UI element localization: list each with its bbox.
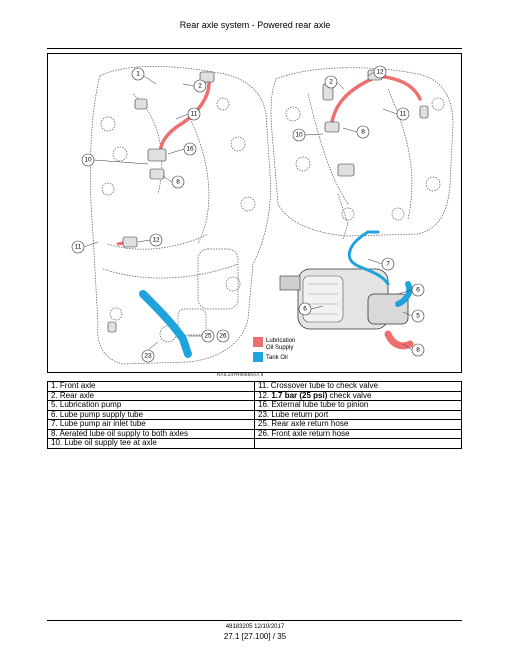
table-cell: 10. Lube oil supply tee at axle xyxy=(48,439,255,449)
callout-label: 8 xyxy=(416,346,420,354)
table-row xyxy=(48,382,462,392)
table-cell: 11. Crossover tube to check valve xyxy=(255,382,462,392)
callout-label: 12 xyxy=(152,236,160,244)
item-number: 12. xyxy=(258,390,272,400)
table-cell: 2. Rear axle xyxy=(48,391,255,401)
callout-label: 23 xyxy=(144,352,152,360)
right-axle-housing xyxy=(271,68,453,239)
callout-label: 16 xyxy=(186,145,194,153)
lubrication-label: Oil Supply xyxy=(266,345,294,351)
table-row xyxy=(48,401,462,411)
callout-label: 6 xyxy=(303,305,307,313)
footer-page-number: 27.1 [27.100] / 35 xyxy=(223,632,287,641)
item-text: check valve xyxy=(327,390,372,400)
callout-label: 11 xyxy=(74,243,82,251)
parts-table xyxy=(47,381,462,449)
table-cell: 16. External lube tube to pinion xyxy=(255,401,462,411)
callout-label: 10 xyxy=(295,131,303,139)
table-row xyxy=(48,439,462,449)
callout-label: 25 xyxy=(204,332,212,340)
callout-label: 11 xyxy=(190,110,198,118)
footer-doc-id: 48183205 12/10/2017 xyxy=(225,624,285,630)
page-title: Rear axle system - Powered rear axle xyxy=(179,20,331,30)
callout-label: 2 xyxy=(329,78,333,86)
figure-reference: RAIL14TR00650AA 5 xyxy=(217,372,264,377)
callout-label: 1 xyxy=(136,70,140,78)
callout-label: 8 xyxy=(361,128,365,136)
table-cell: 5. Lubrication pump xyxy=(48,401,255,411)
callout-label: 5 xyxy=(416,312,420,320)
table-cell: 25. Rear axle return hose xyxy=(255,420,462,430)
lubrication-pump xyxy=(280,269,408,329)
lubrication-label: Lubrication xyxy=(266,338,296,344)
lubrication-swatch xyxy=(253,337,263,347)
table-cell: 26. Front axle return hose xyxy=(255,429,462,439)
table-cell xyxy=(255,439,462,449)
header-rule xyxy=(47,48,462,49)
callout-label: 11 xyxy=(399,110,407,118)
callout-label: 8 xyxy=(176,178,180,186)
left-axle-housing xyxy=(90,66,270,364)
table-cell: 6. Lube pump supply tube xyxy=(48,410,255,420)
rear-axle-diagram xyxy=(48,54,463,374)
figure xyxy=(47,53,462,373)
tank-oil-label: Tank Oil xyxy=(266,355,288,361)
tank-oil-swatch xyxy=(253,352,263,362)
table-row xyxy=(48,420,462,430)
table-cell: 8. Aerated lube oil supply to both axles xyxy=(48,429,255,439)
callout-label: 6 xyxy=(416,286,420,294)
callout-label: 10 xyxy=(84,156,92,164)
callout-label: 2 xyxy=(198,82,202,90)
color-legend xyxy=(253,337,295,362)
callout-label: 7 xyxy=(386,260,390,268)
callout-label: 26 xyxy=(219,332,227,340)
callout-label: 12 xyxy=(376,68,384,76)
footer-rule xyxy=(47,620,462,621)
table-cell: 1. Front axle xyxy=(48,382,255,392)
pressure-value: 1.7 bar (25 psi) xyxy=(271,390,328,400)
table-cell: 7. Lube pump air inlet tube xyxy=(48,420,255,430)
table-cell: 23. Lube return port xyxy=(255,410,462,420)
